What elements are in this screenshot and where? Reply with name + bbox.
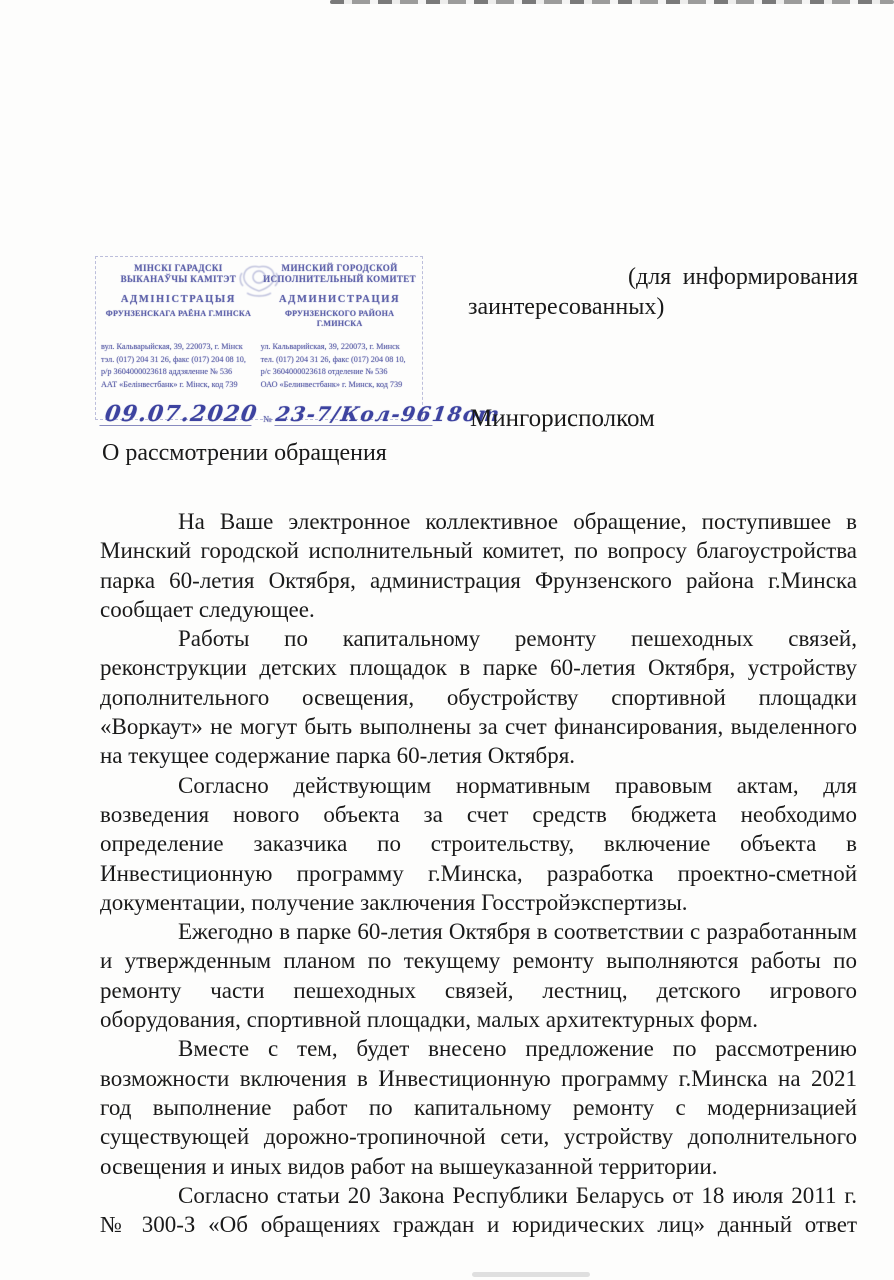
stamp-address-block — [101, 341, 417, 392]
paragraph: Работы по капитальному ремонту пешеходных связей, реконструкции детских площадок в парке 60-летия Октября, устройству дополнительного освещения, обустройству спортивной площадки «Воркаут» не могут быть выполнены за счет финансирования, выделенного на текущее содержание парка 60-летия Октября. — [100, 626, 857, 769]
address-line: тел. (017) 204 31 26, факс (017) 204 08 10, — [260, 354, 406, 364]
paragraph: Ежегодно в парке 60-летия Октября в соответствии с разработанным и утвержденным планом по текущему ремонту выполняются работы по ремонту части пешеходных связей, лестниц, детского игрового оборудования, спортивной площадки, малых архитектурных форм. — [100, 919, 857, 1033]
administration-label-belarusian: АДМІНІСТРАЦЫЯ — [120, 293, 236, 305]
paragraph: Вместе с тем, будет внесено предложение по рассмотрению возможности включения в Инвестиционную программу г.Минска на 2021 год выполнение работ по капитальному ремонту с модернизацией существующей дорожно-тропиночной сети, устройству дополнительного освещения и иных видов работ на вышеуказанной территории. — [100, 1036, 857, 1179]
org-name-belarusian-line2: ВЫКАНАЎЧЫ КАМІТЭТ — [120, 274, 237, 285]
address-russian — [261, 341, 417, 392]
address-line: р/с 3604000023618 отделение № 536 — [260, 367, 388, 377]
district-label-belarusian: ФРУНЗЕНСКАГА РАЁНА Г.МІНСКА — [105, 308, 252, 318]
org-name-russian-line2: ИСПОЛНИТЕЛЬНЫЙ КОМИТЕТ — [263, 274, 417, 285]
recipient-note: (для информирования заинтересованных) — [468, 264, 858, 320]
address-line: ОАО «Белинвестбанк» г. Минск, код 739 — [260, 379, 403, 389]
coat-of-arms-icon — [237, 261, 281, 307]
handwritten-reference-number: 23-7/Кол-9618от — [273, 401, 502, 426]
date-and-reference-row — [101, 396, 502, 427]
administration-label-russian: АДМИНИСТРАЦИЯ — [278, 293, 401, 305]
scan-artifact-bottom — [472, 1272, 590, 1277]
address-line: вул. Кальварыйская, 39, 220073, г. Мінск — [101, 341, 243, 351]
address-line: ул. Кальварийская, 39, 220073, г. Минск — [260, 341, 400, 351]
address-belarusian — [101, 341, 257, 392]
handwritten-date: 09.07.2020 — [99, 403, 254, 426]
letterhead-stamp — [95, 256, 502, 427]
address-line: тэл. (017) 204 31 26, факс (017) 204 08 10, — [101, 354, 246, 364]
org-name-belarusian-line1: МІНСКІ ГАРАДСКІ — [134, 263, 223, 273]
district-label-russian: ФРУНЗЕНСКОГО РАЙОНА Г.МИНСКА — [284, 308, 395, 328]
stamp-right-column — [262, 263, 417, 329]
number-sign: № — [263, 413, 272, 424]
paragraph: Согласно статьи 20 Закона Республики Беларусь от 18 июля 2011 г. № 300-З «Об обращениях граждан и юридических лиц» данный ответ — [100, 1182, 857, 1238]
address-line: ААТ «Белінвестбанк» г. Мінск, код 739 — [101, 379, 238, 389]
stamp-header — [101, 263, 417, 329]
paragraph: На Ваше электронное коллективное обращение, поступившее в Минский городской исполнительный комитет, по вопросу благоустройства парка 60-летия Октября, администрация Фрунзенского района г.Минска сообщает следующее. — [100, 509, 857, 622]
address-line: р/р 3604000023618 аддзяленне № 536 — [101, 367, 233, 377]
paragraph: Согласно действующим нормативным правовым актам, для возведения нового объекта за счет средств бюджета необходимо определение заказчика по строительству, включение объекта в Инвестиционную программу г.Минска, разработка проектно-сметной документации, получение заключения Госстройэкспертизы. — [100, 772, 857, 915]
org-name-russian-line1: МИНСКИЙ ГОРОДСКОЙ — [281, 263, 398, 273]
stamp-left-column — [101, 263, 256, 329]
scan-artifact-top — [330, 0, 894, 4]
subject-line: О рассмотрении обращения — [102, 440, 387, 466]
addressee: Мингорисполком — [470, 405, 655, 432]
document-body — [100, 507, 857, 1239]
